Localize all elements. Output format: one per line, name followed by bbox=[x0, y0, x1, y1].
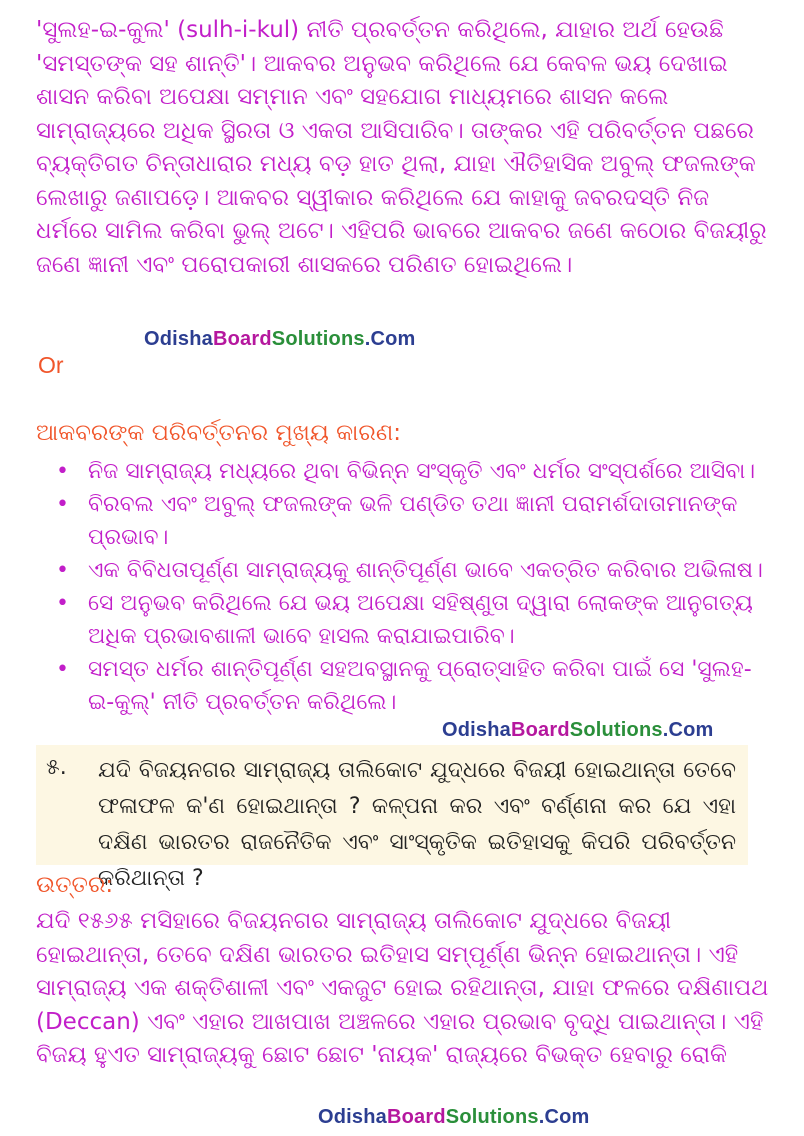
list-item: • ନିଜ ସାମ୍ରାଜ୍ୟ ମଧ୍ୟରେ ଥିବା ବିଭିନ୍ନ ସଂସ୍କୃତି ଏବଂ ଧର୍ମର ସଂସ୍ପର୍ଶରେ ଆସିବା। bbox=[36, 455, 776, 488]
list-item: • ସେ ଅନୁଭବ କରିଥିଲେ ଯେ ଭୟ ଅପେକ୍ଷା ସହିଷ୍ଣୁତା ଦ୍ୱାରା ଲୋକଙ୍କ ଆନୁଗତ୍ୟ ଅଧିକ ପ୍ରଭାବଶାଳୀ ଭାବେ ହାସଲ କରାଯାଇପାରିବ। bbox=[36, 587, 776, 653]
watermark-part1: Odisha bbox=[318, 1106, 387, 1128]
watermark-part2: Board bbox=[511, 719, 570, 741]
watermark-part3: Solutions bbox=[445, 1106, 539, 1128]
watermark-part3: Solutions bbox=[569, 719, 663, 741]
watermark-part4: .Com bbox=[538, 1106, 590, 1128]
watermark-part2: Board bbox=[387, 1106, 446, 1128]
watermark bbox=[144, 328, 416, 351]
section-heading-reasons: ଆକବରଙ୍କ ପରିବର୍ତ୍ତନର ମୁଖ୍ୟ କାରଣ: bbox=[36, 420, 401, 446]
question-number: ୫. bbox=[46, 755, 67, 780]
question-text: ଯଦି ବିଜୟନଗର ସାମ୍ରାଜ୍ୟ ତାଲିକୋଟ ଯୁଦ୍ଧରେ ବିଜୟୀ ହୋଇଥାନ୍ତା ତେବେ ଫଳାଫଳ କ'ଣ ହୋଇଥାନ୍ତା ? କଳ୍ପନା କର ଏବଂ ବର୍ଣ୍ଣନା କର ଯେ ଏହା ଦକ୍ଷିଣ ଭାରତର ରାଜନୈତିକ ଏବଂ ସାଂସ୍କୃତିକ ଇତିହାସକୁ କିପରି ପରିବର୍ତ୍ତନ କରିଥାନ୍ତା ? bbox=[98, 758, 736, 891]
reasons-list bbox=[36, 455, 776, 719]
watermark-part4: .Com bbox=[364, 328, 416, 350]
watermark-part1: Odisha bbox=[442, 719, 511, 741]
watermark bbox=[442, 719, 714, 742]
paragraph-akbar-policy: 'ସୁଲହ-ଇ-କୁଲ' (sulh-i-kul) ନୀତି ପ୍ରବର୍ତ୍ତନ କରିଥିଲେ, ଯାହାର ଅର୍ଥ ହେଉଛି 'ସମସ୍ତଙ୍କ ସହ ଶାନ୍ତି'। ଆକବର ଅନୁଭବ କରିଥିଲେ ଯେ କେବଳ ଭୟ ଦେଖାଇ ଶାସନ କରିବା ଅପେକ୍ଷା ସମ୍ମାନ ଏବଂ ସହଯୋଗ ମାଧ୍ୟମରେ ଶାସନ କଲେ ସାମ୍ରାଜ୍ୟରେ ଅଧିକ ସ୍ଥିରତା ଓ ଏକତା ଆସିପାରିବ। ତାଙ୍କର ଏହି ପରିବର୍ତ୍ତନ ପଛରେ ବ୍ୟକ୍ତିଗତ ଚିନ୍ତାଧାରାର ମଧ୍ୟ ବଡ଼ ହାତ ଥିଲା, ଯାହା ଐତିହାସିକ ଅବୁଲ୍ ଫଜଲଙ୍କ ଲେଖାରୁ ଜଣାପଡ଼େ। ଆକବର ସ୍ୱୀକାର କରିଥିଲେ ଯେ କାହାକୁ ଜବରଦସ୍ତି ନିଜ ଧର୍ମରେ ସାମିଲ କରିବା ଭୁଲ୍ ଅଟେ। ଏହିପରି ଭାବରେ ଆକବର ଜଣେ କଠୋର ବିଜୟୀରୁ ଜଣେ ଜ୍ଞାନୀ ଏବଂ ପରୋପକାରୀ ଶାସକରେ ପରିଣତ ହୋଇଥିଲେ। bbox=[36, 17, 767, 278]
watermark-part1: Odisha bbox=[144, 328, 213, 350]
watermark bbox=[318, 1106, 590, 1129]
answer-paragraph: ଯଦି ୧୫୬୫ ମସିହାରେ ବିଜୟନଗର ସାମ୍ରାଜ୍ୟ ତାଲିକୋଟ ଯୁଦ୍ଧରେ ବିଜୟୀ ହୋଇଥାନ୍ତା, ତେବେ ଦକ୍ଷିଣ ଭାରତର ଇତିହାସ ସମ୍ପୂର୍ଣ୍ଣ ଭିନ୍ନ ହୋଇଥାନ୍ତା। ଏହି ସାମ୍ରାଜ୍ୟ ଏକ ଶକ୍ତିଶାଳୀ ଏବଂ ଏକଜୁଟ ହୋଇ ରହିଥାନ୍ତା, ଯାହା ଫଳରେ ଦକ୍ଷିଣାପଥ (Deccan) ଏବଂ ଏହାର ଆଖପାଖ ଅଞ୍ଚଳରେ ଏହାର ପ୍ରଭାବ ବୃଦ୍ଧି ପାଇଥାନ୍ତା। ଏହି ବିଜୟ ହୁଏତ ସାମ୍ରାଜ୍ୟକୁ ଛୋଟ ଛୋଟ 'ନାୟକ' ରାଜ୍ୟରେ ବିଭକ୍ତ ହେବାରୁ ରୋକି bbox=[36, 908, 769, 1068]
list-item: • ବିରବଲ ଏବଂ ଅବୁଲ୍ ଫଜଲଙ୍କ ଭଳି ପଣ୍ଡିତ ତଥା ଜ୍ଞାନୀ ପରାମର୍ଶଦାତାମାନଙ୍କ ପ୍ରଭାବ। bbox=[36, 488, 776, 554]
or-label: Or bbox=[38, 352, 64, 378]
answer-label: ଉତ୍ତର: bbox=[36, 872, 114, 898]
list-item: • ସମସ୍ତ ଧର୍ମର ଶାନ୍ତିପୂର୍ଣ୍ଣ ସହଅବସ୍ଥାନକୁ ପ୍ରୋତ୍ସାହିତ କରିବା ପାଇଁ ସେ 'ସୁଲହ-ଇ-କୁଲ୍' ନୀତି ପ୍ରବର୍ତ୍ତନ କରିଥିଲେ। bbox=[36, 653, 776, 719]
list-item: • ଏକ ବିବିଧତାପୂର୍ଣ୍ଣ ସାମ୍ରାଜ୍ୟକୁ ଶାନ୍ତିପୂର୍ଣ୍ଣ ଭାବେ ଏକତ୍ରିତ କରିବାର ଅଭିଳାଷ। bbox=[36, 554, 776, 587]
watermark-part3: Solutions bbox=[271, 328, 365, 350]
watermark-part2: Board bbox=[213, 328, 272, 350]
watermark-part4: .Com bbox=[662, 719, 714, 741]
